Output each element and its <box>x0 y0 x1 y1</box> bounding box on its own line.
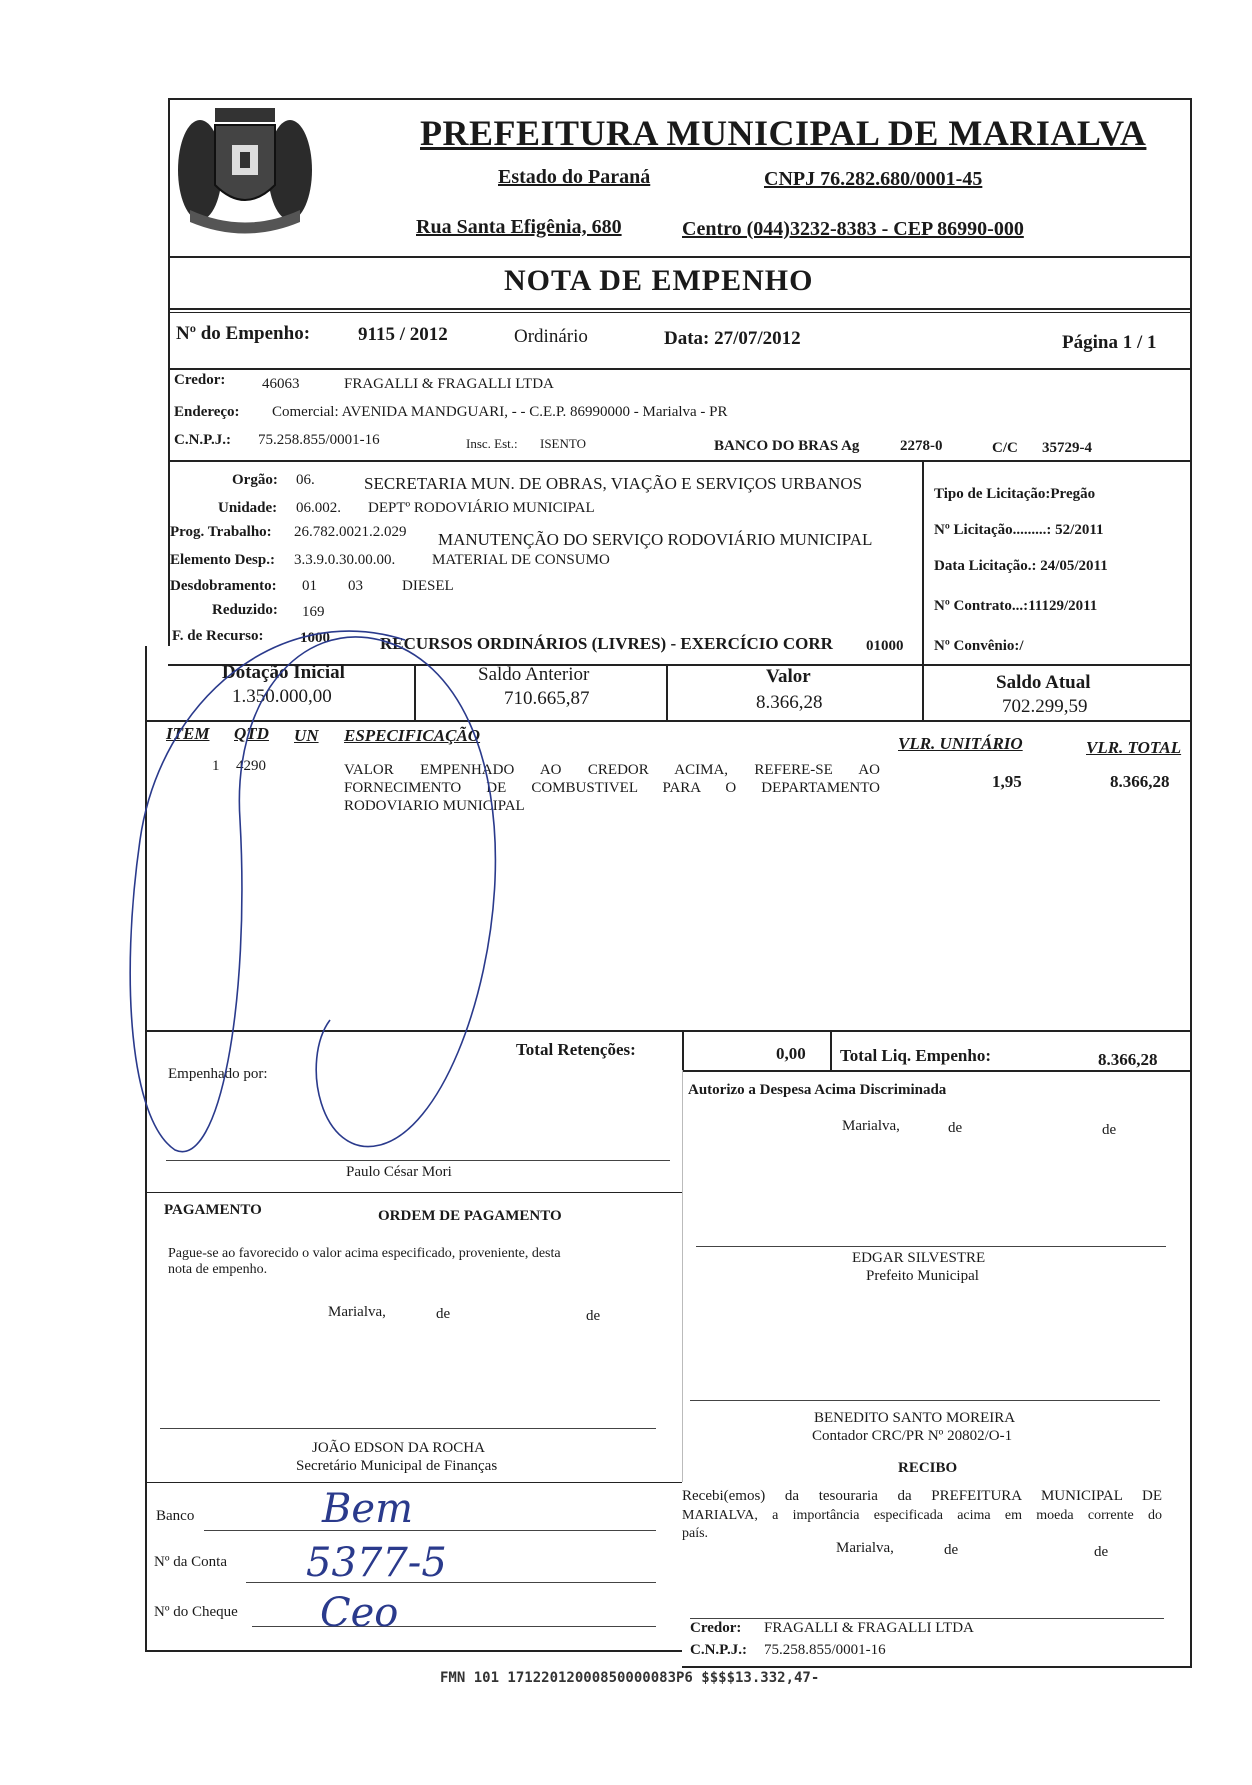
contador-nome: BENEDITO SANTO MOREIRA <box>814 1410 1016 1426</box>
licit-numero: Nº Licitação.........: 52/2011 <box>934 522 1104 538</box>
cheque-label: Nº do Cheque <box>154 1604 238 1620</box>
banco-label: Banco <box>156 1508 195 1524</box>
retencoes-value: 0,00 <box>776 1044 806 1063</box>
recibo-title: RECIBO <box>898 1460 958 1476</box>
autorizo-de-1: de <box>948 1120 963 1136</box>
autorizo-label: Autorizo a Despesa Acima Discriminada <box>688 1082 947 1098</box>
header-contact: Centro (044)3232-8383 - CEP 86990-000 <box>682 218 1024 240</box>
unidade-label: Unidade: <box>218 500 278 516</box>
endereco-value: Comercial: AVENIDA MANDGUARI, - - C.E.P. 86990000 - Marialva - PR <box>272 404 728 420</box>
desd-a: 01 <box>302 578 317 594</box>
licit-contrato: Nº Contrato...:11129/2011 <box>934 598 1098 614</box>
empenho-tipo: Ordinário <box>514 326 588 347</box>
header-cnpj: CNPJ 76.282.680/0001-45 <box>764 168 983 190</box>
elem-label: Elemento Desp.: <box>170 552 275 568</box>
autorizo-de-2: de <box>1102 1122 1117 1138</box>
credor-cnpj-label: C.N.P.J.: <box>174 432 231 448</box>
credor-code: 46063 <box>262 376 300 392</box>
endereco-label: Endereço: <box>174 404 240 420</box>
credor-label: Credor: <box>174 372 226 388</box>
licit-convenio: Nº Convênio:/ <box>934 638 1024 654</box>
footer-code: FMN 101 17122012000850000083P6 $$$$13.332,47- <box>440 1670 820 1686</box>
prefeito-nome: EDGAR SILVESTRE <box>852 1250 986 1266</box>
desd-desc: DIESEL <box>402 578 454 594</box>
recibo-cnpj-value: 75.258.855/0001-16 <box>764 1642 886 1658</box>
desd-b: 03 <box>348 578 363 594</box>
unidade-desc: DEPTº RODOVIÁRIO MUNICIPAL <box>368 500 595 516</box>
unidade-code: 06.002. <box>296 500 341 516</box>
conta-label: Nº da Conta <box>154 1554 227 1570</box>
pague-local: Marialva, <box>328 1304 386 1320</box>
valor-label: Valor <box>766 666 811 687</box>
cc-label: C/C <box>992 440 1018 456</box>
empenho-num-label: Nº do Empenho: <box>176 323 311 344</box>
fonte-num: 01000 <box>866 638 904 654</box>
recibo-line-3: país. <box>682 1526 709 1541</box>
orgao-code: 06. <box>296 472 315 488</box>
row-unit: 1,95 <box>992 772 1022 791</box>
col-vlr-total: VLR. TOTAL <box>1086 738 1182 757</box>
empenhado-nome: Paulo César Mori <box>346 1164 452 1180</box>
hand-conta: 5377-5 <box>306 1540 447 1586</box>
col-un: UN <box>294 726 319 745</box>
autorizo-local: Marialva, <box>842 1118 900 1134</box>
saldo-atual-value: 702.299,59 <box>1002 696 1088 717</box>
empenhado-por-label: Empenhado por: <box>168 1066 268 1082</box>
col-especificacao: ESPECIFICAÇÃO <box>344 726 481 745</box>
fonte-label: F. de Recurso: <box>172 628 264 644</box>
prog-code: 26.782.0021.2.029 <box>294 524 407 540</box>
recibo-de-1: de <box>944 1542 959 1558</box>
secretario-cargo: Secretário Municipal de Finanças <box>296 1458 498 1474</box>
liq-label: Total Liq. Empenho: <box>840 1046 991 1065</box>
col-item: ITEM <box>166 724 210 743</box>
recibo-line-2: MARIALVA, a importância especificada acima em moeda corrente do <box>682 1508 1162 1523</box>
credor-cnpj-value: 75.258.855/0001-16 <box>258 432 380 448</box>
row-desc-1: VALOR EMPENHADO AO CREDOR ACIMA, REFERE-SE AO <box>344 762 880 778</box>
licit-data: Data Licitação.: 24/05/2011 <box>934 558 1108 574</box>
elem-desc: MATERIAL DE CONSUMO <box>432 552 610 568</box>
licit-tipo: Tipo de Licitação:Pregão <box>934 486 1096 502</box>
pagamento-label: PAGAMENTO <box>164 1202 262 1218</box>
col-qtd: QTD <box>234 724 269 743</box>
pague-de-1: de <box>436 1306 451 1322</box>
reduzido-label: Reduzido: <box>212 602 278 618</box>
prog-label: Prog. Trabalho: <box>170 524 272 540</box>
recibo-line-1: Recebi(emos) da tesouraria da PREFEITURA MUNICIPAL DE <box>682 1488 1162 1504</box>
pague-de-2: de <box>586 1308 601 1324</box>
saldo-atual-label: Saldo Atual <box>996 672 1091 693</box>
orgao-label: Orgão: <box>232 472 278 488</box>
retencoes-label: Total Retenções: <box>516 1040 636 1059</box>
fonte-code: 1000 <box>300 630 330 646</box>
empenho-data: Data: 27/07/2012 <box>664 328 801 349</box>
prog-desc: MANUTENÇÃO DO SERVIÇO RODOVIÁRIO MUNICIPAL <box>438 530 873 549</box>
elem-code: 3.3.9.0.30.00.00. <box>294 552 396 568</box>
recibo-cnpj-label: C.N.P.J.: <box>690 1642 747 1658</box>
secretario-nome: JOÃO EDSON DA ROCHA <box>312 1440 485 1456</box>
reduzido-value: 169 <box>302 604 325 620</box>
empenho-pagina: Página 1 / 1 <box>1062 332 1157 353</box>
header-street: Rua Santa Efigênia, 680 <box>416 216 622 238</box>
insc-label: Insc. Est.: <box>466 436 518 451</box>
banco-name: BANCO DO BRAS Ag <box>714 438 860 454</box>
prefeito-cargo: Prefeito Municipal <box>866 1268 979 1284</box>
credor-name: FRAGALLI & FRAGALLI LTDA <box>344 376 554 392</box>
dotacao-value: 1.350.000,00 <box>232 686 332 707</box>
row-desc-3: RODOVIARIO MUNICIPAL <box>344 798 525 814</box>
contador-cargo: Contador CRC/PR Nº 20802/O-1 <box>812 1428 1013 1444</box>
recibo-local: Marialva, <box>836 1540 894 1556</box>
hand-cheque: Ceo <box>320 1590 399 1636</box>
col-vlr-unitario: VLR. UNITÁRIO <box>898 734 1023 753</box>
insc-value: ISENTO <box>540 436 586 451</box>
liq-value: 8.366,28 <box>1098 1050 1158 1069</box>
desd-label: Desdobramento: <box>170 578 277 594</box>
saldo-anterior-label: Saldo Anterior <box>478 664 590 685</box>
doc-title: NOTA DE EMPENHO <box>504 264 814 297</box>
recibo-credor-label: Credor: <box>690 1620 742 1636</box>
saldo-anterior-value: 710.665,87 <box>504 688 590 709</box>
dotacao-label: Dotação Inicial <box>222 662 345 683</box>
row-qtd: 4290 <box>236 758 266 774</box>
recibo-de-2: de <box>1094 1544 1109 1560</box>
ordem-pagamento-label: ORDEM DE PAGAMENTO <box>378 1208 562 1224</box>
pague-line-1: Pague-se ao favorecido o valor acima especificado, proveniente, desta <box>168 1246 561 1261</box>
pague-line-2: nota de empenho. <box>168 1262 268 1277</box>
header-title: PREFEITURA MUNICIPAL DE MARIALVA <box>420 113 1147 153</box>
fonte-desc: RECURSOS ORDINÁRIOS (LIVRES) - EXERCÍCIO CORR <box>380 634 833 653</box>
valor-value: 8.366,28 <box>756 692 823 713</box>
banco-agencia: 2278-0 <box>900 438 943 454</box>
row-total: 8.366,28 <box>1110 772 1170 791</box>
orgao-desc: SECRETARIA MUN. DE OBRAS, VIAÇÃO E SERVIÇOS URBANOS <box>364 474 863 493</box>
cc-value: 35729-4 <box>1042 440 1092 456</box>
empenho-num-value: 9115 / 2012 <box>358 324 448 345</box>
hand-banco: Bem <box>322 1486 413 1532</box>
header-state: Estado do Paraná <box>498 166 651 188</box>
row-desc-2: FORNECIMENTO DE COMBUSTIVEL PARA O DEPARTAMENTO <box>344 780 880 796</box>
recibo-credor-value: FRAGALLI & FRAGALLI LTDA <box>764 1620 974 1636</box>
row-item: 1 <box>212 758 220 774</box>
